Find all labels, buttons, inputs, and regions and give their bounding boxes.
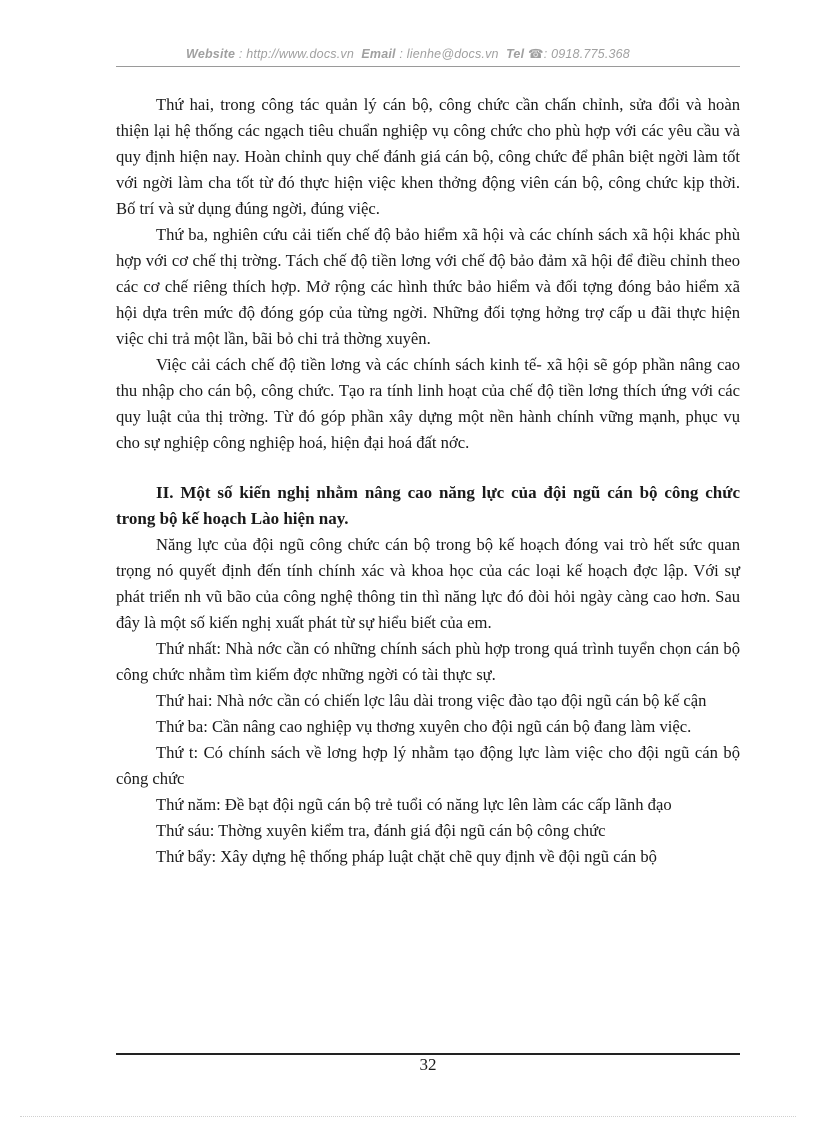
tel-number: : 0918.775.368	[543, 47, 630, 61]
recommendation-item: Thứ nhất: Nhà nớc cần có những chính sách phù hợp trong quá trình tuyển chọn cán bộ công chức nhằm tìm kiếm đợc những ngời có tài thực sự.	[116, 639, 740, 684]
website-label: Website	[186, 47, 236, 61]
recommendation-item: Thứ hai: Nhà nớc cần có chiến lợc lâu dài trong việc đào tạo đội ngũ cán bộ kế cận	[156, 691, 707, 710]
recommendation-item: Thứ t: Có chính sách về lơng hợp lý nhằm tạo động lực làm việc cho đội ngũ cán bộ công chức	[116, 743, 740, 788]
recommendation-item: Thứ năm: Đề bạt đội ngũ cán bộ trẻ tuổi có năng lực lên làm các cấp lãnh đạo	[156, 795, 672, 814]
recommendation-item: Thứ bẩy: Xây dựng hệ thống pháp luật chặt chẽ quy định về đội ngũ cán bộ	[156, 847, 657, 866]
phone-icon: ☎	[527, 47, 544, 61]
header-divider	[116, 66, 740, 67]
email-label: Email	[361, 47, 396, 61]
section-heading: II. Một số kiến nghị nhằm nâng cao năng lực của đội ngũ cán bộ công chức trong bộ kế hoạch Lào hiện nay.	[116, 483, 740, 528]
paragraph: Thứ hai, trong công tác quản lý cán bộ, công chức cần chấn chỉnh, sửa đổi và hoàn thiện lại hệ thống các ngạch tiêu chuẩn nghiệp vụ công chức cho phù hợp với các yêu cầu và quy định hiện nay. Hoàn chỉnh quy chế đánh giá cán bộ, công chức để phân biệt ngời làm tốt với ngời làm cha tốt từ đó thực hiện việc khen thởng động viên cán bộ, công chức kịp thời. Bố trí và sử dụng đúng ngời, đúng việc.	[116, 95, 740, 218]
document-body	[116, 92, 740, 870]
paragraph: Việc cải cách chế độ tiền lơng và các chính sách kinh tế- xã hội sẽ góp phần nâng cao thu nhập cho cán bộ, công chức. Tạo ra tính linh hoạt của chế độ tiền lơng thích ứng với các quy luật của thị trờng. Từ đó góp phần xây dựng một nền hành chính vững mạnh, phục vụ cho sự nghiệp công nghiệp hoá, hiện đại hoá đất nớc.	[116, 355, 740, 452]
recommendation-item: Thứ sáu: Thờng xuyên kiểm tra, đánh giá đội ngũ cán bộ công chức	[156, 821, 606, 840]
page-number: 32	[419, 1055, 437, 1074]
recommendation-item: Thứ ba: Cần nâng cao nghiệp vụ thơng xuyên cho đội ngũ cán bộ đang làm việc.	[156, 717, 692, 736]
email-address: : lienhe@docs.vn	[399, 47, 499, 61]
page-bottom-border	[20, 1116, 796, 1117]
paragraph: Thứ ba, nghiên cứu cải tiến chế độ bảo hiểm xã hội và các chính sách xã hội khác phù hợp với cơ chế thị trờng. Tách chế độ tiền lơng với chế độ bảo đảm xã hội để điều chỉnh theo các cơ chế riêng thích hợp. Mở rộng các hình thức bảo hiểm và đối tợng đóng bảo hiểm xã hội dựa trên mức độ đóng góp của từng ngời. Những đối tợng hởng trợ cấp u đãi thực hiện việc chi trả một lần, bãi bỏ chi trả thờng xuyên.	[116, 225, 740, 348]
tel-label: Tel	[506, 47, 525, 61]
website-url: : http://www.docs.vn	[238, 47, 355, 61]
paragraph: Năng lực của đội ngũ công chức cán bộ trong bộ kế hoạch đóng vai trò hết sức quan trọng nó quyết định đến tính chính xác và khoa học của các loại kế hoạch đợc lập. Với sự phát triển nh vũ bão của công nghệ thông tin thì năng lực đó đòi hỏi ngày càng cao hơn. Sau đây là một số kiến nghị xuất phát từ sự hiểu biết của em.	[116, 535, 740, 632]
page-header	[0, 46, 816, 61]
